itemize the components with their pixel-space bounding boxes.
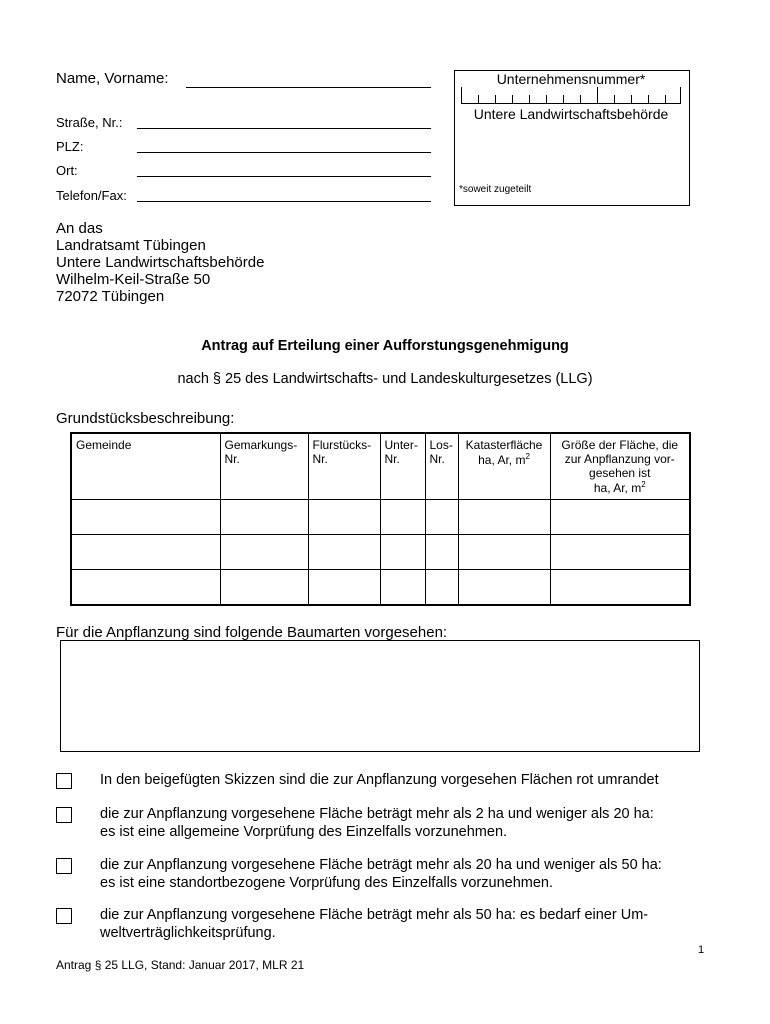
ort-field[interactable] [137, 176, 431, 177]
checkbox-skizzen[interactable] [56, 773, 72, 789]
unternehmensnummer-authority: Untere Landwirtschaftsbehörde [473, 106, 669, 122]
unternehmensnummer-digit-field[interactable] [461, 87, 681, 104]
address-line: An das [56, 220, 103, 237]
cell-gemeinde[interactable] [71, 570, 220, 606]
checkbox-20-50-ha[interactable] [56, 858, 72, 874]
cell-losnr[interactable] [425, 500, 458, 535]
header-katasterflaeche: Katasterfläche ha, Ar, $m^2$ [458, 433, 550, 500]
header-unternr: Unter- Nr. [380, 433, 425, 500]
header-gemarkung: Gemarkungs- Nr. [220, 433, 308, 500]
plz-label: PLZ: [56, 139, 84, 154]
cell-katasterflaeche[interactable] [458, 570, 550, 606]
cell-losnr[interactable] [425, 570, 458, 606]
cell-katasterflaeche[interactable] [458, 535, 550, 570]
cell-gemeinde[interactable] [71, 500, 220, 535]
street-field[interactable] [137, 128, 431, 129]
checkbox-2-20-ha[interactable] [56, 807, 72, 823]
address-line: Landratsamt Tübingen [56, 237, 206, 254]
checkbox-ueber-50-ha-label: die zur Anpflanzung vorgesehene Fläche beträgt mehr als 50 ha: es bedarf einer Um- weltverträglichkeitsprüfung. [100, 907, 649, 941]
cell-groesse[interactable] [550, 500, 690, 535]
ort-label: Ort: [56, 163, 78, 178]
name-label: Name, Vorname: [56, 70, 169, 87]
checkbox-2-20-ha-label: die zur Anpflanzung vorgesehene Fläche beträgt mehr als 2 ha und weniger als 20 ha: es ist eine allgemeine Vorprüfung des Einzelfalls vorzunehmen. [100, 806, 654, 840]
header-flurstueck: Flurstücks- Nr. [308, 433, 380, 500]
cell-unternr[interactable] [380, 535, 425, 570]
header-losnr: Los- Nr. [425, 433, 458, 500]
cell-gemarkung[interactable] [220, 535, 308, 570]
cell-katasterflaeche[interactable] [458, 500, 550, 535]
footer-text: Antrag § 25 LLG, Stand: Januar 2017, MLR 21 [56, 958, 305, 972]
page-number: 1 [698, 944, 705, 956]
address-line: Wilhelm-Keil-Straße 50 [56, 271, 211, 288]
cell-losnr[interactable] [425, 535, 458, 570]
form-subtitle: nach § 25 des Landwirtschafts- und Landeskulturgesetzes (LLG) [177, 371, 593, 387]
name-field[interactable] [186, 87, 431, 88]
cell-unternr[interactable] [380, 500, 425, 535]
checkbox-ueber-50-ha[interactable] [56, 908, 72, 924]
cell-unternr[interactable] [380, 570, 425, 606]
cell-groesse[interactable] [550, 535, 690, 570]
table-row [71, 500, 690, 535]
grundstuecksbeschreibung-label: Grundstücksbeschreibung: [56, 410, 235, 427]
address-line: Untere Landwirtschaftsbehörde [56, 254, 265, 271]
cell-gemarkung[interactable] [220, 500, 308, 535]
telefon-label: Telefon/Fax: [56, 188, 127, 203]
table-header-row [71, 433, 690, 500]
grundstueck-table [70, 432, 691, 606]
baumarten-textarea[interactable] [60, 640, 700, 752]
street-label: Straße, Nr.: [56, 115, 123, 130]
form-title: Antrag auf Erteilung einer Aufforstungsgenehmigung [201, 338, 569, 354]
cell-flurstueck[interactable] [308, 500, 380, 535]
table-row [71, 535, 690, 570]
cell-gemeinde[interactable] [71, 535, 220, 570]
header-groesse-flaeche: Größe der Fläche, die zur Anpflanzung vor- gesehen ist ha, Ar, $m^2$ [550, 433, 690, 500]
cell-flurstueck[interactable] [308, 535, 380, 570]
checkbox-20-50-ha-label: die zur Anpflanzung vorgesehene Fläche beträgt mehr als 20 ha und weniger als 50 ha: es ist eine standortbezogene Vorprüfung des Einzelfalls vorzunehmen. [100, 857, 662, 891]
checkbox-skizzen-label: In den beigefügten Skizzen sind die zur Anpflanzung vorgesehen Flächen rot umrandet [100, 772, 659, 788]
address-line: 72072 Tübingen [56, 288, 165, 305]
header-gemeinde: Gemeinde [71, 433, 220, 500]
table-row [71, 570, 690, 606]
plz-field[interactable] [137, 152, 431, 153]
telefon-field[interactable] [137, 201, 431, 202]
unternehmensnummer-title: Unternehmensnummer* [496, 71, 646, 87]
baumarten-label: Für die Anpflanzung sind folgende Baumarten vorgesehen: [56, 624, 448, 641]
cell-flurstueck[interactable] [308, 570, 380, 606]
unternehmensnummer-note: *soweit zugeteilt [459, 184, 532, 195]
cell-gemarkung[interactable] [220, 570, 308, 606]
cell-groesse[interactable] [550, 570, 690, 606]
recipient-address [56, 220, 264, 305]
